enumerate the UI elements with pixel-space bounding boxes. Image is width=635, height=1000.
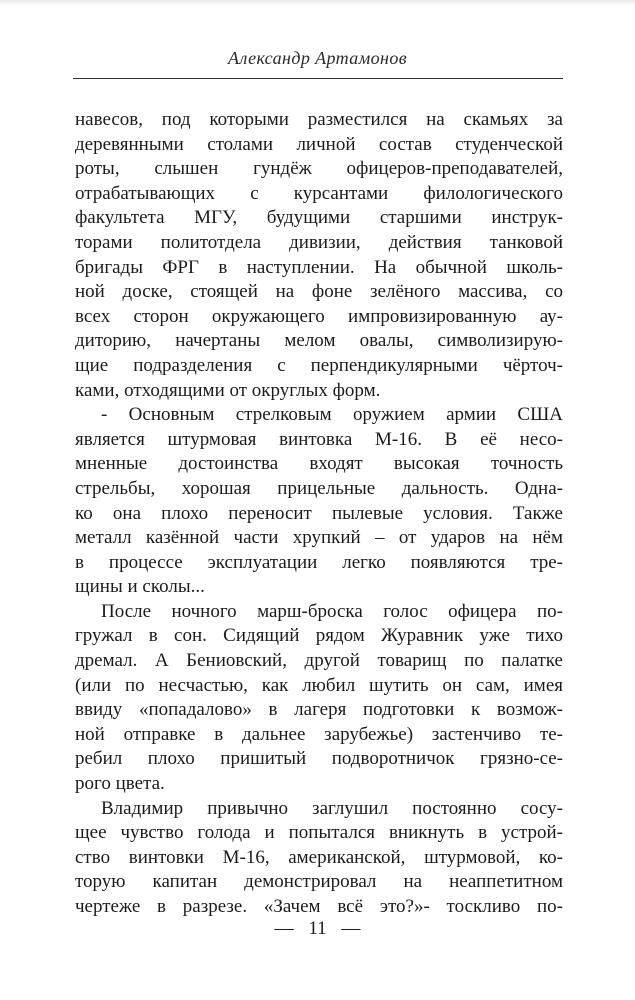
paragraph-1-line-3: роты, слышен гундёж офицеров-преподавателей, <box>75 158 563 180</box>
paragraph-3-line-5: ввиду «попадалово» в лагеря подготовки к возмож- <box>75 699 563 721</box>
paragraph-4-line-2: щее чувство голода и попытался вникнуть в устрой- <box>75 822 563 844</box>
folio-dash-left: — <box>274 918 294 939</box>
paragraph-2-line-1: - Основным стрелковым оружием армии США <box>101 404 563 426</box>
body-text <box>75 108 563 920</box>
paragraph-1-line-4: отрабатывающих с курсантами филологического <box>75 182 563 204</box>
paragraph-3-line-1: После ночного марш-броска голос офицера по- <box>101 600 563 622</box>
paragraph-2-line-4: стрельбы, хорошая прицельные дальность. Однa- <box>75 477 563 499</box>
paragraph-4-line-5: чертеже в разрезе. «Зачем всё это?»- тоскливо по- <box>75 896 563 917</box>
running-head: Александр Артамонов <box>228 48 407 68</box>
paragraph-3-line-2: гружал в сон. Сидящий рядом Журавник уже тихо <box>75 625 563 647</box>
paragraph-1-line-6: торами политотдела дивизии, действия танковой <box>75 231 563 253</box>
folio-number: 11 <box>308 918 327 939</box>
folio-dash-right: — <box>341 918 361 939</box>
paragraph-4-line-1: Владимир привычно заглушил постоянно сосу- <box>101 797 563 819</box>
paragraph-3-line-3: дремал. А Бениовский, другой товарищ по палатке <box>75 650 563 672</box>
paragraph-4-line-4: торую капитан демонстрировал на неаппетитном <box>75 871 563 893</box>
scan-edge <box>0 0 635 6</box>
paragraph-3-line-7: ребил плохо пришитый подворотничок грязно-се- <box>75 748 563 770</box>
paragraph-1-line-1: навесов, под которыми разместился на скамьях за <box>75 109 563 130</box>
paragraph-4-line-3: ство винтовки М-16, американской, штурмовой, ко- <box>75 846 563 868</box>
paragraph-3-line-4: (или по несчастью, как любил шутить он сам, имея <box>75 674 563 696</box>
paragraph-1-line-7: бригады ФРГ в наступлении. На обычной школь- <box>75 256 563 278</box>
paragraph-1-line-9: всех сторон окружающего импровизированную ау- <box>75 305 563 327</box>
paragraph-1-line-12: ками, отходящими от округлых форм. <box>75 379 381 401</box>
paragraph-3-line-8: рого цвета. <box>75 773 165 795</box>
paragraph-2-line-6: металл казённой части хрупкий – от ударов на нём <box>75 527 563 549</box>
paragraph-2-line-3: мненные достоинства входят высокая точность <box>75 453 563 475</box>
paragraph-2-line-2: является штурмовая винтовка М-16. В её несо- <box>75 428 563 450</box>
paragraph-1-line-5: факультета МГУ, будущими старшими инструк- <box>75 207 563 229</box>
paragraph-1-line-2: деревянными столами личной состав студенческой <box>75 133 563 155</box>
paragraph-2-line-7: в процессе эксплуатации легко появляются тре- <box>75 551 563 573</box>
paragraph-2-line-8: щины и сколы... <box>75 576 205 598</box>
header-rule <box>73 78 563 79</box>
paragraph-1-line-11: щие подразделения с перпендикулярными чёрточ- <box>75 354 563 376</box>
paragraph-3-line-6: ной отправке в дальнее зарубежье) застенчиво те- <box>75 723 563 745</box>
page-number <box>0 918 635 940</box>
paragraph-1-line-8: ной доске, стоящей на фоне зелёного массива, со <box>75 281 563 303</box>
paragraph-1-line-10: диторию, начертаны мелом овалы, символизирую- <box>75 330 563 352</box>
paragraph-2-line-5: ко она плохо переносит пылевые условия. Также <box>75 502 563 524</box>
